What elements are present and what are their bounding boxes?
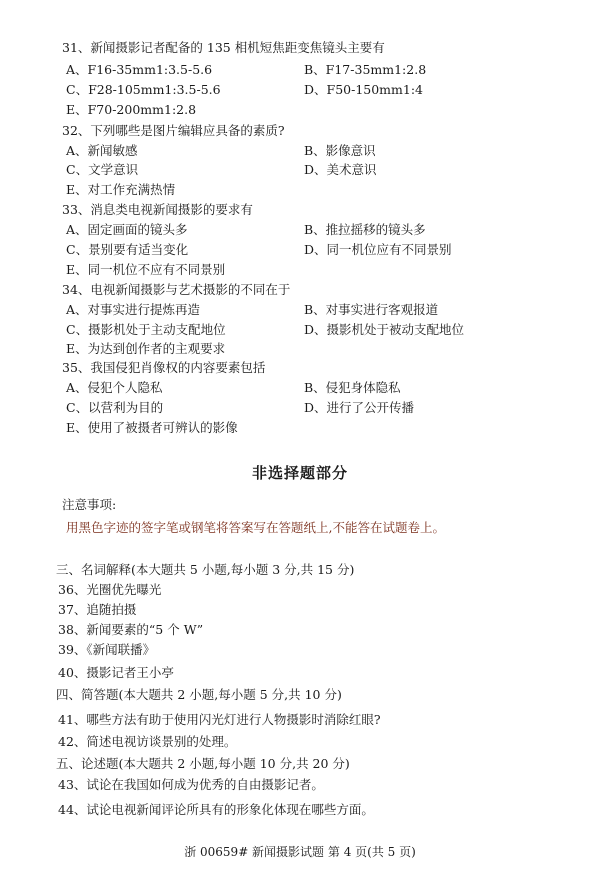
option-d: D、摄影机处于被动支配地位	[304, 322, 465, 337]
option-d: D、同一机位应有不同景别	[304, 242, 452, 257]
option-e: E、同一机位不应有不同景别	[66, 262, 226, 277]
option-b: B、推拉摇移的镜头多	[304, 222, 426, 237]
option-c: C、景别要有适当变化	[66, 242, 189, 257]
option-d: D、进行了公开传播	[304, 400, 415, 415]
option-a: A、新闻敏感	[66, 143, 138, 158]
option-a: A、对事实进行提炼再造	[66, 302, 201, 317]
question-text: 、消息类电视新闻摄影的要求有	[77, 202, 253, 217]
part3-item-37: 37、追随拍摄	[58, 602, 137, 617]
notice-text: 用黑色字迹的签字笔或钢笔将答案写在答题纸上,不能答在试题卷上。	[66, 520, 445, 535]
question-text: 、电视新闻摄影与艺术摄影的不同在于	[77, 282, 291, 297]
option-b: B、F17-35mm1:2.8	[304, 62, 427, 77]
section-title: 非选择题部分	[251, 464, 348, 482]
part4-item-42: 42、简述电视访谈景别的处理。	[58, 734, 237, 749]
question-number: 33	[62, 202, 78, 217]
question-31-stem	[62, 38, 385, 56]
part3-heading: 三、名词解释(本大题共 5 小题,每小题 3 分,共 15 分)	[56, 562, 355, 577]
option-e: E、为达到创作者的主观要求	[66, 341, 226, 356]
question-32-stem	[62, 121, 285, 139]
option-e: E、对工作充满热情	[66, 182, 176, 197]
option-d: D、F50-150mm1:4	[304, 82, 424, 97]
question-number: 32	[62, 123, 78, 138]
part3-item-38: 38、新闻要素的“5 个 W”	[58, 622, 204, 637]
option-b: B、侵犯身体隐私	[304, 380, 401, 395]
part5-item-43: 43、试论在我国如何成为优秀的自由摄影记者。	[58, 777, 324, 792]
question-text: 、下列哪些是图片编辑应具备的素质?	[77, 123, 285, 138]
option-b: B、影像意识	[304, 143, 376, 158]
question-number: 35	[62, 360, 78, 375]
part4-heading: 四、简答题(本大题共 2 小题,每小题 5 分,共 10 分)	[56, 687, 342, 702]
question-33-stem	[62, 200, 253, 218]
question-number: 31	[62, 40, 78, 55]
option-e: E、F70-200mm1:2.8	[66, 102, 197, 117]
part5-heading: 五、论述题(本大题共 2 小题,每小题 10 分,共 20 分)	[56, 756, 350, 771]
option-c: C、F28-105mm1:3.5-5.6	[66, 82, 221, 97]
option-a: A、固定画面的镜头多	[66, 222, 188, 237]
option-c: C、文学意识	[66, 162, 139, 177]
page-footer: 浙 00659# 新闻摄影试题 第 4 页(共 5 页)	[184, 845, 416, 859]
option-c: C、摄影机处于主动支配地位	[66, 322, 226, 337]
option-d: D、美术意识	[304, 162, 377, 177]
part3-item-40: 40、摄影记者王小亭	[58, 665, 174, 680]
option-a: A、F16-35mm1:3.5-5.6	[66, 62, 213, 77]
question-text: 、我国侵犯肖像权的内容要素包括	[77, 360, 266, 375]
option-a: A、侵犯个人隐私	[66, 380, 163, 395]
option-b: B、对事实进行客观报道	[304, 302, 439, 317]
question-number: 34	[62, 282, 78, 297]
part5-item-44: 44、试论电视新闻评论所具有的形象化体现在哪些方面。	[58, 802, 374, 817]
notice-label: 注意事项:	[62, 497, 117, 512]
part3-item-36: 36、光圈优先曝光	[58, 582, 162, 597]
question-text: 、新闻摄影记者配备的 135 相机短焦距变焦镜头主要有	[77, 40, 385, 55]
part4-item-41: 41、哪些方法有助于使用闪光灯进行人物摄影时消除红眼?	[58, 712, 381, 727]
part3-item-39: 39、《新闻联播》	[58, 642, 156, 657]
question-34-stem	[62, 280, 290, 298]
question-35-stem	[62, 358, 265, 376]
option-c: C、以营利为目的	[66, 400, 164, 415]
option-e: E、使用了被摄者可辨认的影像	[66, 420, 238, 435]
